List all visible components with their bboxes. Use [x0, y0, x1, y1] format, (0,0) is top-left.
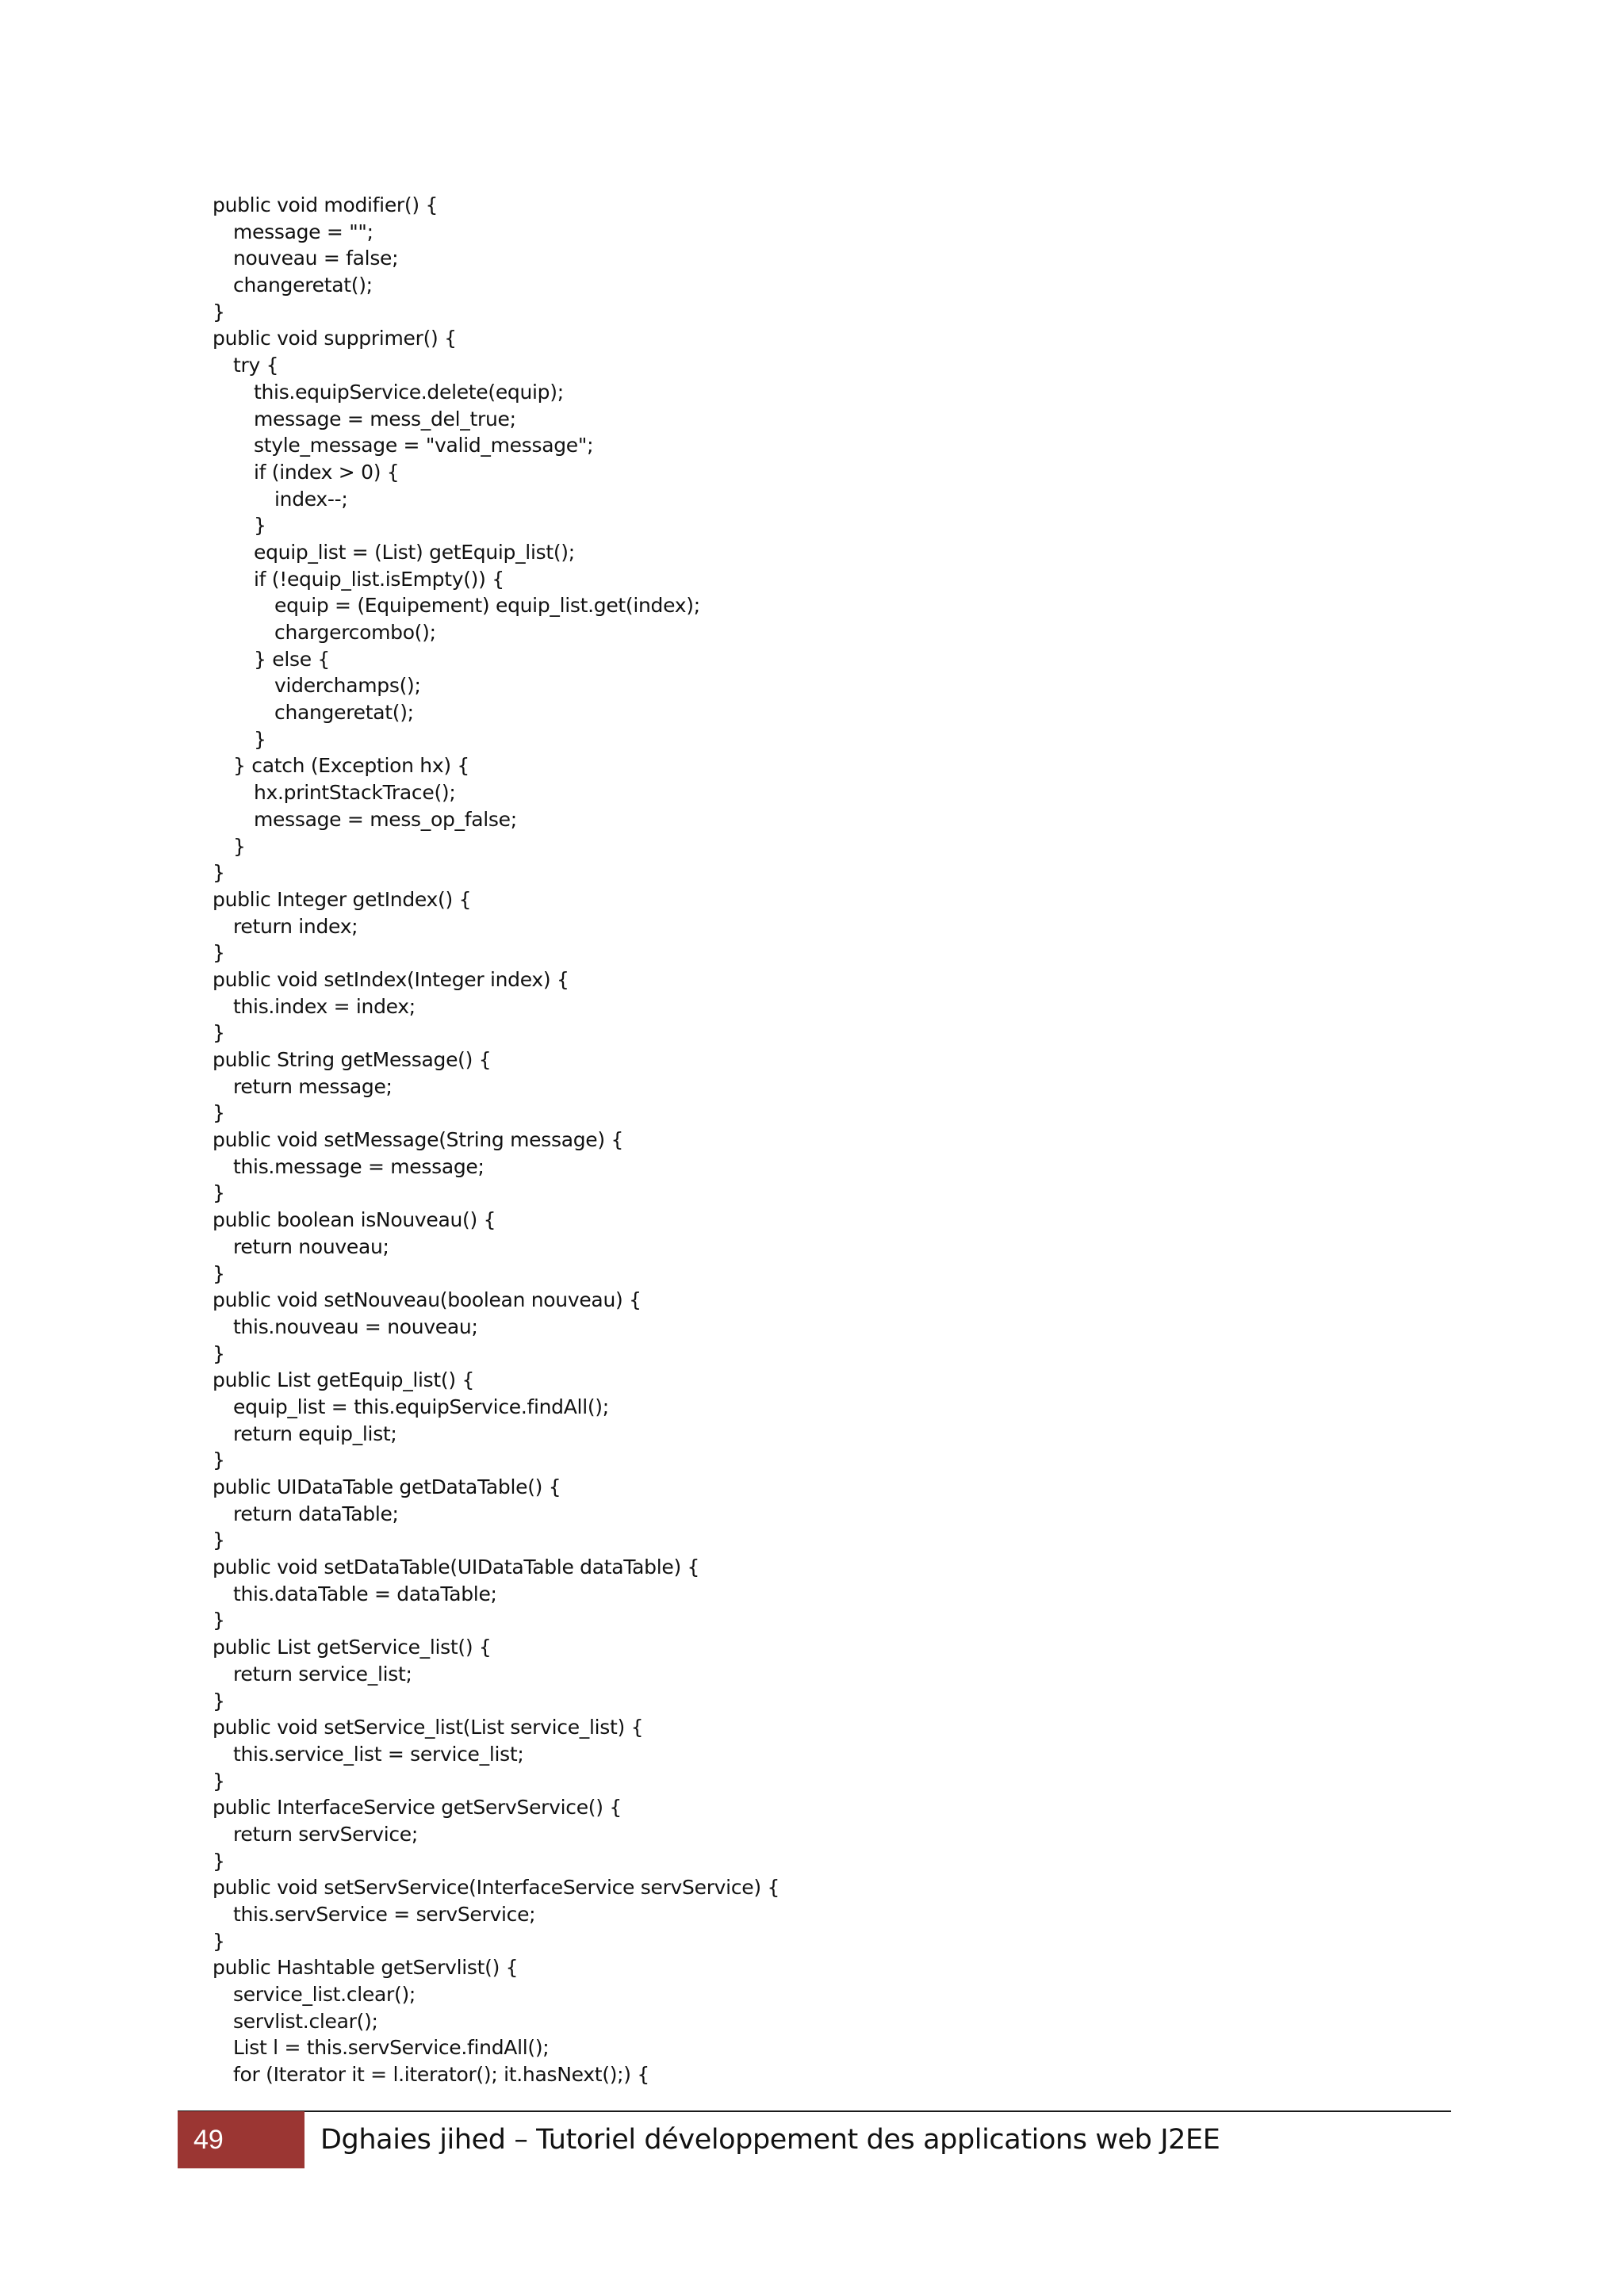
- code-line: }: [213, 1849, 225, 1873]
- footer-title: Dghaies jihed – Tutoriel développement des applications web J2EE: [320, 2124, 1220, 2156]
- code-line: }: [213, 1181, 225, 1205]
- code-line: public void supprimer() {: [213, 327, 457, 350]
- code-line: message = mess_op_false;: [254, 807, 517, 831]
- code-line: public boolean isNouveau() {: [213, 1208, 496, 1232]
- code-line: return message;: [233, 1074, 393, 1098]
- code-line: public void setDataTable(UIDataTable dataTable) {: [213, 1556, 700, 1579]
- code-listing: [213, 192, 779, 2088]
- code-line: }: [213, 1261, 225, 1285]
- code-line: this.dataTable = dataTable;: [233, 1582, 497, 1605]
- code-line: viderchamps();: [274, 674, 421, 698]
- code-line: }: [254, 514, 266, 538]
- code-line: }: [213, 1448, 225, 1472]
- code-line: } else {: [254, 647, 331, 671]
- code-line: this.index = index;: [233, 994, 416, 1018]
- code-line: this.service_list = service_list;: [233, 1742, 524, 1766]
- code-line: service_list.clear();: [233, 1983, 416, 2007]
- code-line: this.equipService.delete(equip);: [254, 380, 564, 404]
- code-line: public void setNouveau(boolean nouveau) {: [213, 1288, 642, 1312]
- code-line: for (Iterator it = l.iterator(); it.hasNext();) {: [233, 2063, 649, 2087]
- code-line: index--;: [274, 487, 348, 511]
- code-line: this.servService = servService;: [233, 1903, 536, 1926]
- code-line: return nouveau;: [233, 1234, 389, 1258]
- code-line: style_message = "valid_message";: [254, 434, 594, 457]
- code-line: return service_list;: [233, 1662, 412, 1686]
- code-line: public List getService_list() {: [213, 1636, 492, 1659]
- page-number: 49: [193, 2125, 224, 2155]
- code-line: servlist.clear();: [233, 2009, 378, 2033]
- code-line: public InterfaceService getServService() {: [213, 1796, 622, 1820]
- code-line: if (!equip_list.isEmpty()) {: [254, 567, 504, 591]
- code-line: }: [213, 861, 225, 885]
- code-line: }: [254, 727, 266, 751]
- code-line: public void setService_list(List service_list) {: [213, 1716, 644, 1739]
- code-line: message = mess_del_true;: [254, 407, 516, 430]
- code-line: return equip_list;: [233, 1422, 397, 1445]
- code-line: }: [213, 1689, 225, 1712]
- code-line: }: [213, 1021, 225, 1045]
- code-line: }: [213, 300, 225, 323]
- code-line: }: [213, 941, 225, 965]
- code-line: public List getEquip_list() {: [213, 1368, 475, 1392]
- code-line: return servService;: [233, 1822, 418, 1846]
- code-line: changeretat();: [233, 274, 373, 297]
- code-line: }: [213, 1609, 225, 1632]
- page-number-badge: [178, 2111, 304, 2168]
- code-line: public void setMessage(String message) {: [213, 1128, 624, 1152]
- code-line: public String getMessage() {: [213, 1048, 492, 1071]
- code-line: public Hashtable getServlist() {: [213, 1956, 519, 1980]
- code-line: chargercombo();: [274, 621, 436, 644]
- code-line: equip_list = (List) getEquip_list();: [254, 540, 575, 564]
- code-line: this.nouveau = nouveau;: [233, 1314, 478, 1338]
- code-line: public void setIndex(Integer index) {: [213, 967, 569, 991]
- code-line: hx.printStackTrace();: [254, 781, 456, 805]
- code-line: } catch (Exception hx) {: [233, 754, 470, 778]
- code-line: equip = (Equipement) equip_list.get(index);: [274, 594, 700, 618]
- code-line: }: [213, 1529, 225, 1552]
- code-line: }: [213, 1769, 225, 1793]
- code-line: }: [213, 1341, 225, 1365]
- code-line: public Integer getIndex() {: [213, 887, 472, 911]
- code-line: changeretat();: [274, 701, 414, 725]
- code-line: if (index > 0) {: [254, 460, 400, 484]
- code-line: nouveau = false;: [233, 247, 399, 270]
- code-line: public UIDataTable getDataTable() {: [213, 1475, 561, 1498]
- code-line: }: [213, 1101, 225, 1125]
- code-line: }: [213, 1929, 225, 1953]
- code-line: return dataTable;: [233, 1502, 399, 1525]
- code-line: equip_list = this.equipService.findAll();: [233, 1395, 609, 1418]
- code-line: try {: [233, 354, 279, 377]
- code-line: }: [233, 834, 246, 858]
- code-line: message = "";: [233, 220, 373, 243]
- code-line: return index;: [233, 914, 358, 938]
- code-line: public void setServService(InterfaceService servService) {: [213, 1876, 780, 1900]
- code-line: public void modifier() {: [213, 193, 439, 216]
- code-line: List l = this.servService.findAll();: [233, 2036, 550, 2060]
- code-line: this.message = message;: [233, 1154, 485, 1178]
